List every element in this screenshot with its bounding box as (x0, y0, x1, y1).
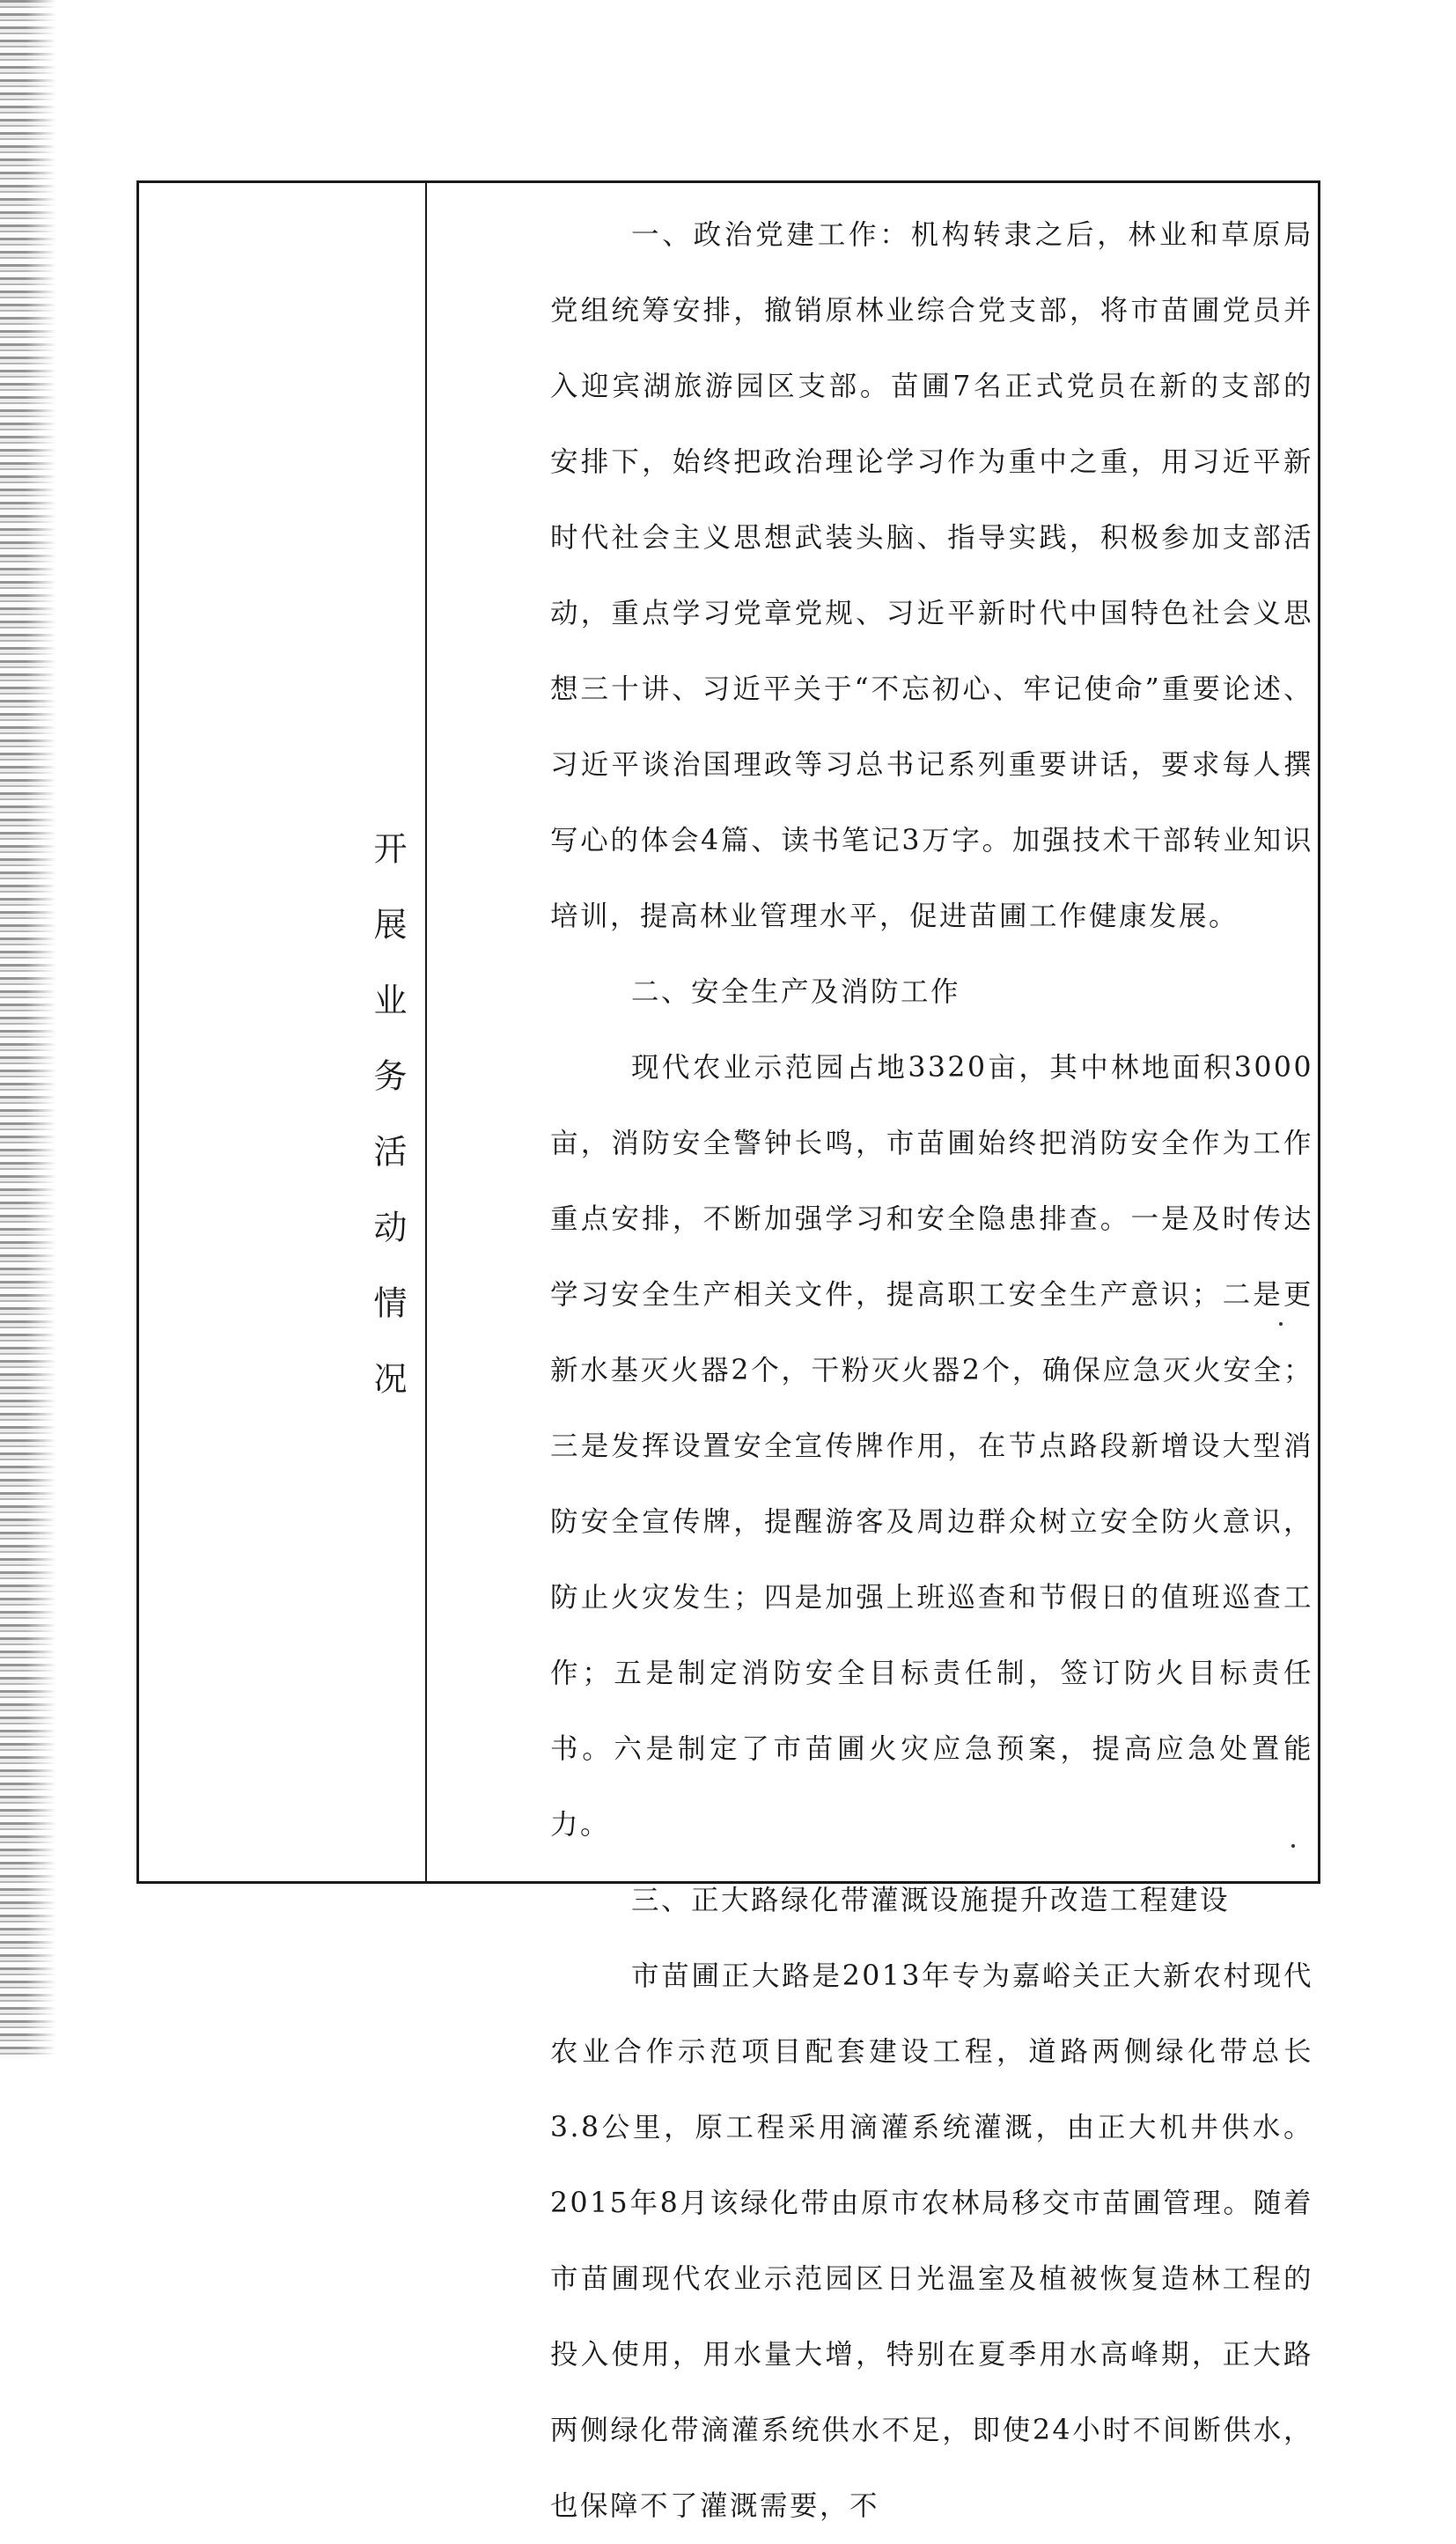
scan-speck (1291, 1844, 1295, 1848)
paragraph-irrigation: 市苗圃正大路是2013年专为嘉峪关正大新农村现代农业合作示范项目配套建设工程，道路两侧绿化带总长3.8公里，原工程采用滴灌系统灌溉，由正大机井供水。2015年8月该绿化带由原市农林局移交市苗圃管理。随着市苗圃现代农业示范园区日光温室及植被恢复造林工程的投入使用，用水量大增，特别在夏季用水高峰期，正大路两侧绿化带滴灌系统供水不足，即使24小时不间断供水，也保障不了灌溉需要，不 (550, 1960, 1313, 2522)
label-cell (139, 183, 425, 1881)
paragraph-politics: 一、政治党建工作：机构转隶之后，林业和草原局党组统筹安排，撤销原林业综合党支部，将市苗圃党员并入迎宾湖旅游园区支部。苗圃7名正式党员在新的支部的安排下，始终把政治理论学习作为重中之重，用习近平新时代社会主义思想武装头脑、指导实践，积极参加支部活动，重点学习党章党规、习近平新时代中国特色社会义思想三十讲、习近平关于“不忘初心、牢记使命”重要论述、习近平谈治国理政等习总书记系列重要讲话，要求每人撰写心的体会4篇、读书笔记3万字。加强技术干部转业知识培训，提高林业管理水平，促进苗圃工作健康发展。 (550, 219, 1313, 932)
row-label (139, 746, 425, 1521)
content-cell (427, 183, 1320, 2522)
scan-speck (1279, 1322, 1283, 1326)
heading-safety: 二、安全生产及消防工作 (631, 976, 961, 1008)
paragraph-safety: 现代农业示范园占地3320亩，其中林地面积3000亩，消防安全警钟长鸣，市苗圃始终把消防安全作为工作重点安排，不断加强学习和安全隐患排查。一是及时传达学习安全生产相关文件，提高职工安全生产意识；二是更新水基灭火器2个，干粉灭火器2个，确保应急灭火安全；三是发挥设置安全宣传牌作用，在节点路段新增设大型消防安全宣传牌，提醒游客及周边群众树立安全防火意识，防止火灾发生；四是加强上班巡查和节假日的值班巡查工作；五是制定消防安全目标责任制，签订防火目标责任书。六是制定了市苗圃火灾应急预案，提高应急处置能力。 (550, 1052, 1313, 1841)
scan-edge-artifact (0, 0, 56, 2060)
row-label-text: 开展业务活动情况 (368, 831, 407, 1437)
activity-table (136, 180, 1320, 2522)
heading-irrigation: 三、正大路绿化带灌溉设施提升改造工程建设 (631, 1885, 1231, 1916)
